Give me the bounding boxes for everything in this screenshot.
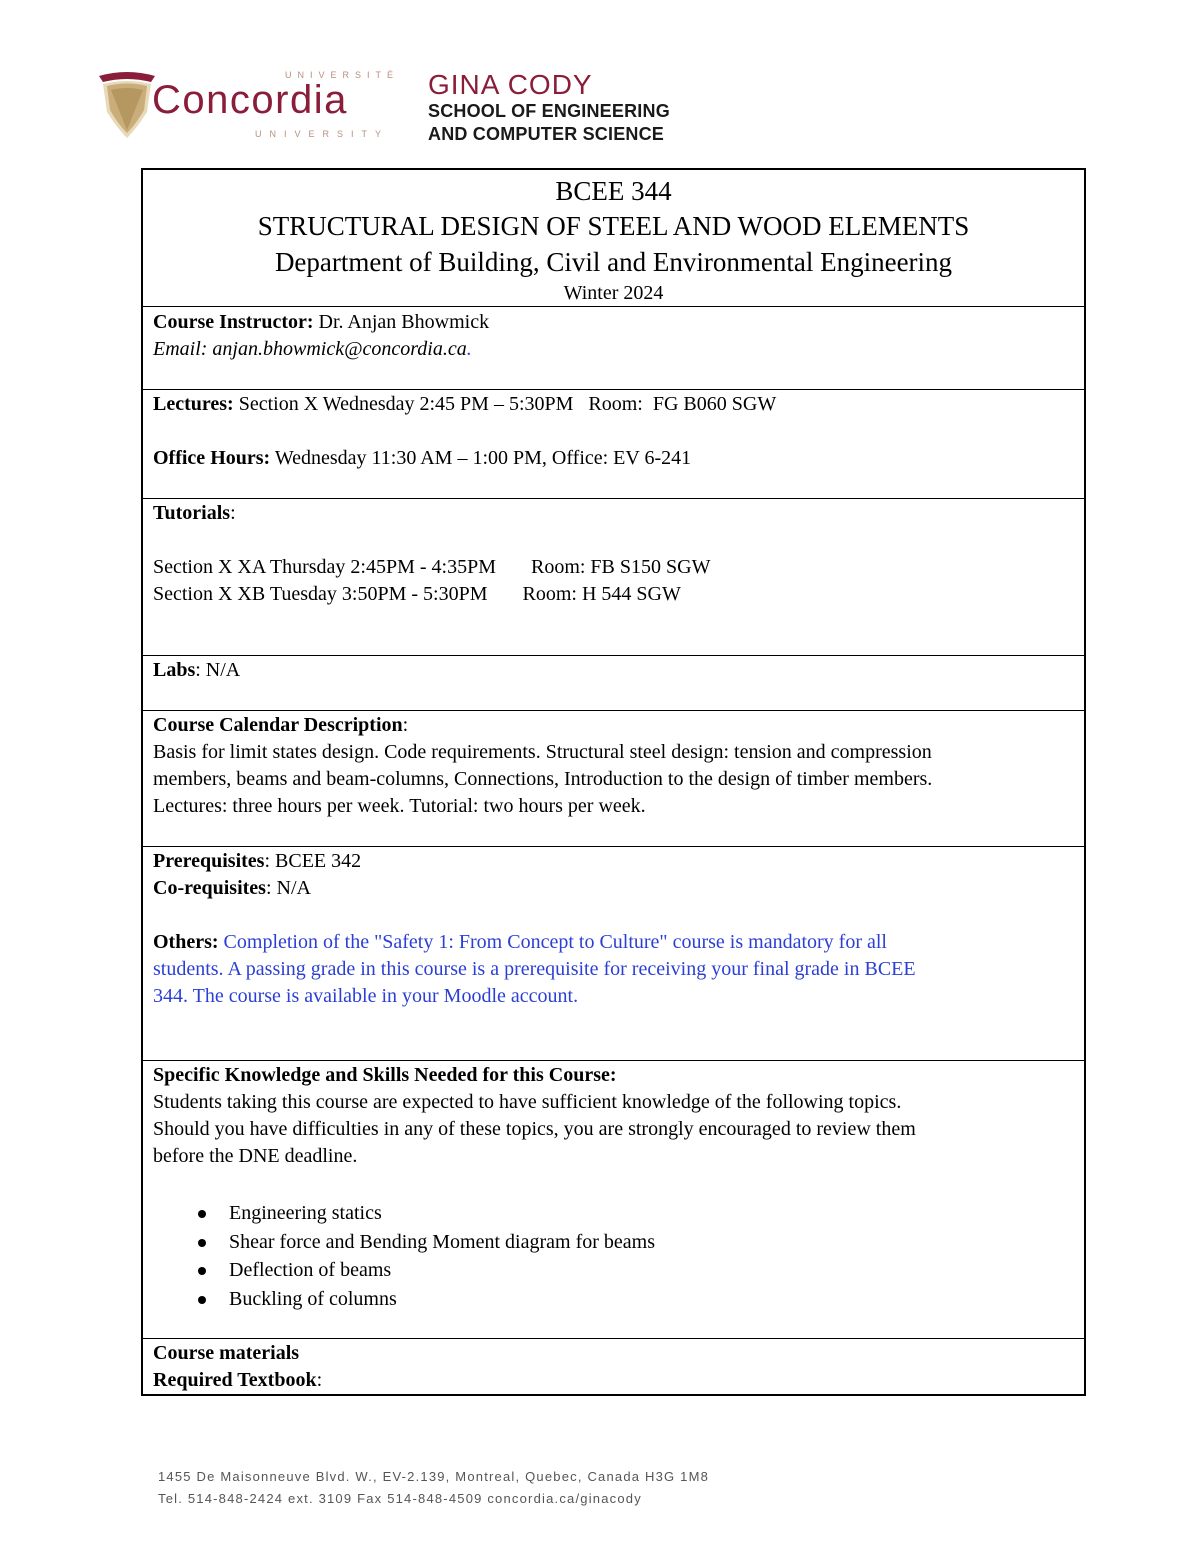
labs-row bbox=[143, 656, 1084, 711]
email-dot: . bbox=[466, 338, 472, 360]
school-line-2: AND COMPUTER SCIENCE bbox=[428, 124, 665, 144]
prereq-value: : BCEE 342 bbox=[264, 850, 362, 872]
list-item: Engineering statics bbox=[229, 1199, 1074, 1228]
textbook-colon: : bbox=[316, 1369, 323, 1391]
logo-top-text: UNIVERSITÉ bbox=[285, 70, 400, 80]
skills-line-1: Students taking this course are expected to have sufficient knowledge of the following topics. bbox=[153, 1091, 902, 1113]
title-row bbox=[143, 170, 1084, 307]
skills-line-2: Should you have difficulties in any of these topics, you are strongly encouraged to review them bbox=[153, 1118, 916, 1140]
calendar-colon: : bbox=[402, 714, 409, 736]
logo-wordmark: Concordia bbox=[152, 78, 348, 122]
course-name: STRUCTURAL DESIGN OF STEEL AND WOOD ELEMENTS bbox=[257, 211, 970, 241]
term: Winter 2024 bbox=[563, 282, 664, 304]
skills-line-3: before the DNE deadline. bbox=[153, 1145, 358, 1167]
skills-row bbox=[143, 1061, 1084, 1339]
others-line-2: students. A passing grade in this course is a prerequisite for receiving your final grade in BCEE bbox=[153, 958, 916, 980]
labs-label: Labs bbox=[153, 659, 196, 681]
instructor-row bbox=[143, 307, 1084, 390]
tutorials-colon: : bbox=[230, 502, 236, 524]
skills-list bbox=[153, 1199, 1074, 1313]
tutorial-line-2: Section X XB Tuesday 3:50PM - 5:30PM Room: H 544 SGW bbox=[153, 583, 681, 605]
calendar-row bbox=[143, 711, 1084, 847]
footer bbox=[158, 1466, 709, 1510]
instructor-name: Dr. Anjan Bhowmick bbox=[313, 311, 490, 333]
prerequisites-row bbox=[143, 847, 1084, 1061]
list-item: Deflection of beams bbox=[229, 1256, 1074, 1285]
coreq-label: Co-requisites bbox=[153, 877, 266, 899]
labs-value: : N/A bbox=[195, 659, 241, 681]
school-name: GINA CODY bbox=[428, 69, 593, 100]
textbook-label: Required Textbook bbox=[153, 1369, 317, 1391]
tutorials-label: Tutorials bbox=[153, 502, 231, 524]
tutorials-row bbox=[143, 499, 1084, 656]
logo-bottom-text: UNIVERSITY bbox=[255, 129, 390, 139]
school-line-1: SCHOOL OF ENGINEERING bbox=[428, 101, 670, 121]
list-item: Buckling of columns bbox=[229, 1285, 1074, 1314]
course-code: BCEE 344 bbox=[555, 176, 672, 206]
office-hours-value: Wednesday 11:30 AM – 1:00 PM, Office: EV 6-241 bbox=[270, 447, 692, 469]
concordia-crest-icon bbox=[97, 70, 157, 142]
instructor-email[interactable]: Email: anjan.bhowmick@concordia.ca bbox=[153, 338, 467, 360]
tutorial-line-1: Section X XA Thursday 2:45PM - 4:35PM Room: FB S150 SGW bbox=[153, 556, 711, 578]
lectures-value: Section X Wednesday 2:45 PM – 5:30PM Room: FG B060 SGW bbox=[233, 393, 777, 415]
concordia-logo bbox=[97, 66, 400, 150]
prereq-label: Prerequisites bbox=[153, 850, 265, 872]
course-outline-table bbox=[141, 168, 1086, 1396]
others-label: Others: bbox=[153, 931, 219, 953]
calendar-line-3: Lectures: three hours per week. Tutorial: two hours per week. bbox=[153, 795, 646, 817]
school-logo bbox=[428, 70, 670, 146]
coreq-value: : N/A bbox=[265, 877, 311, 899]
calendar-line-2: members, beams and beam-columns, Connections, Introduction to the design of timber members. bbox=[153, 768, 933, 790]
skills-label: Specific Knowledge and Skills Needed for this Course: bbox=[153, 1064, 617, 1086]
instructor-label: Course Instructor: bbox=[153, 311, 314, 333]
office-hours-label: Office Hours: bbox=[153, 447, 271, 469]
others-line-1: Completion of the "Safety 1: From Concept to Culture" course is mandatory for all bbox=[218, 931, 887, 953]
calendar-line-1: Basis for limit states design. Code requirements. Structural steel design: tension and compression bbox=[153, 741, 932, 763]
calendar-label: Course Calendar Description bbox=[153, 714, 403, 736]
lectures-label: Lectures: bbox=[153, 393, 234, 415]
materials-row bbox=[143, 1339, 1084, 1394]
others-line-3: 344. The course is available in your Moodle account. bbox=[153, 985, 579, 1007]
department: Department of Building, Civil and Environmental Engineering bbox=[274, 247, 953, 277]
footer-address: 1455 De Maisonneuve Blvd. W., EV-2.139, Montreal, Quebec, Canada H3G 1M8 bbox=[158, 1469, 710, 1484]
materials-label: Course materials bbox=[153, 1342, 300, 1364]
list-item: Shear force and Bending Moment diagram for beams bbox=[229, 1228, 1074, 1257]
lectures-row bbox=[143, 390, 1084, 499]
footer-contact: Tel. 514-848-2424 ext. 3109 Fax 514-848-4509 concordia.ca/ginacody bbox=[158, 1491, 642, 1506]
